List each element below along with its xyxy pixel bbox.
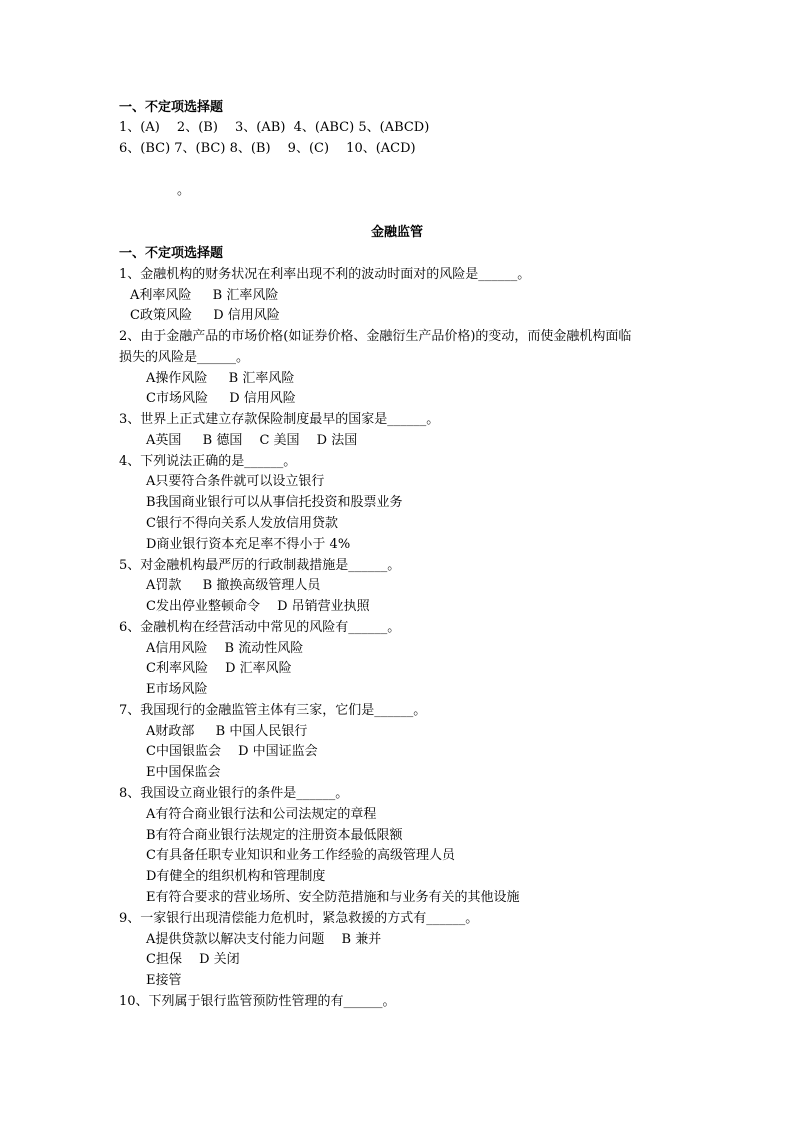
question-1-options-line: C政策风险 D 信用风险 — [130, 308, 280, 323]
question-8-option: B有符合商业银行法规定的注册资本最低限额 — [146, 828, 403, 843]
answers-heading: 一、不定项选择题 — [119, 100, 224, 115]
section-heading: 一、不定项选择题 — [119, 246, 224, 261]
question-2-line-1: 2、由于金融产品的市场价格(如证券价格、金融衍生产品价格)的变动，而使金融机构面临 — [119, 329, 632, 344]
question-1-options-line: A利率风险 B 汇率风险 — [130, 288, 279, 303]
question-7-options-line: C中国银监会 D 中国证监会 — [146, 744, 318, 759]
question-5-options-line: A罚款 B 撤换高级管理人员 — [146, 578, 321, 593]
question-6-options-line: E市场风险 — [146, 682, 208, 697]
question-8-option: C有具备任职专业知识和业务工作经验的高级管理人员 — [146, 848, 455, 863]
question-5: 5、对金融机构最严厉的行政制裁措施是______。 — [119, 558, 401, 573]
question-1: 1、金融机构的财务状况在利率出现不利的波动时面对的风险是______。 — [119, 267, 531, 282]
question-4-option: C银行不得向关系人发放信用贷款 — [146, 516, 338, 531]
question-4-option: A只要符合条件就可以设立银行 — [146, 474, 325, 489]
question-6-options-line: A信用风险 B 流动性风险 — [146, 641, 304, 656]
answers-row-1: 1、(A) 2、(B) 3、(AB) 4、(ABC) 5、(ABCD) — [119, 120, 430, 135]
question-4: 4、下列说法正确的是______。 — [119, 454, 297, 469]
question-9-options-line: A提供贷款以解决支付能力问题 B 兼并 — [146, 932, 382, 947]
question-4-option: B我国商业银行可以从事信托投资和股票业务 — [146, 495, 403, 510]
question-7: 7、我国现行的金融监管主体有三家，它们是______。 — [119, 703, 427, 718]
question-9: 9、一家银行出现清偿能力危机时，紧急救援的方式有______。 — [119, 911, 479, 926]
question-9-options-line: E接管 — [146, 973, 182, 988]
question-4-option: D商业银行资本充足率不得小于 4% — [146, 537, 351, 552]
question-3: 3、世界上正式建立存款保险制度最早的国家是______。 — [119, 412, 440, 427]
question-8-option: E有符合要求的营业场所、安全防范措施和与业务有关的其他设施 — [146, 890, 520, 905]
answers-row-2: 6、(BC) 7、(BC) 8、(B) 9、(C) 10、(ACD) — [119, 141, 416, 156]
question-6-options-line: C利率风险 D 汇率风险 — [146, 661, 292, 676]
question-5-options-line: C发出停业整顿命令 D 吊销营业执照 — [146, 599, 370, 614]
question-8-option: D有健全的组织机构和管理制度 — [146, 869, 326, 884]
question-7-options-line: E中国保监会 — [146, 765, 221, 780]
question-10: 10、下列属于银行监管预防性管理的有______。 — [119, 994, 396, 1009]
question-2-options-line: A操作风险 B 汇率风险 — [146, 371, 295, 386]
stray-period: 。 — [177, 183, 191, 198]
question-3-options-line: A英国 B 德国 C 美国 D 法国 — [146, 433, 358, 448]
question-7-options-line: A财政部 B 中国人民银行 — [146, 724, 308, 739]
question-6: 6、金融机构在经营活动中常见的风险有______。 — [119, 620, 401, 635]
section-title: 金融监管 — [370, 225, 423, 240]
question-9-options-line: C担保 D 关闭 — [146, 952, 240, 967]
question-8-option: A有符合商业银行法和公司法规定的章程 — [146, 807, 377, 822]
question-2-line-2: 损失的风险是______。 — [119, 350, 250, 365]
question-8: 8、我国设立商业银行的条件是______。 — [119, 786, 349, 801]
question-2-options-line: C市场风险 D 信用风险 — [146, 391, 296, 406]
